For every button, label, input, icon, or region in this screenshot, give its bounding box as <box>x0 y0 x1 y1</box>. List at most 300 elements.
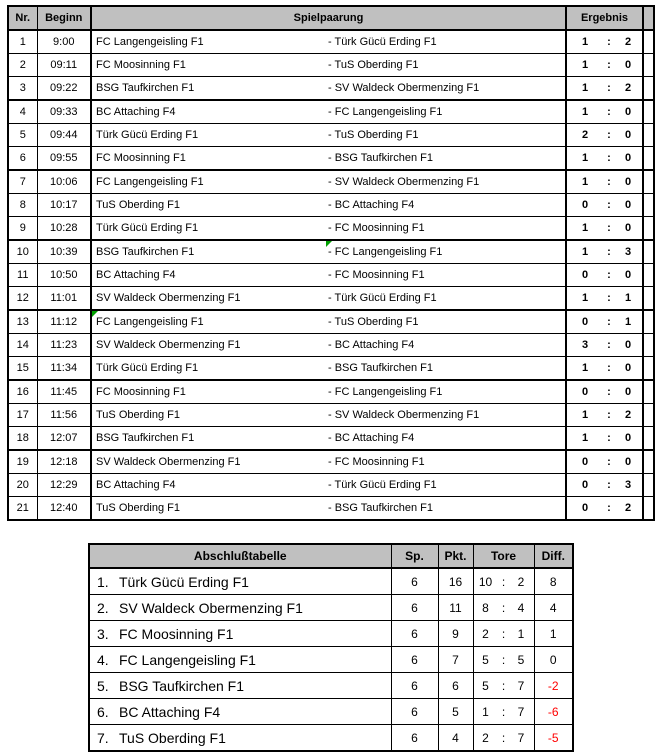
empty-cell[interactable] <box>643 264 654 287</box>
away-score: 1 <box>624 316 632 328</box>
home-team-cell[interactable] <box>91 380 326 404</box>
match-row <box>8 54 654 77</box>
home-team-cell[interactable] <box>91 100 326 124</box>
team-cell[interactable] <box>89 673 391 699</box>
away-team-name: - SV Waldeck Obermenzing F1 <box>328 82 480 94</box>
team-rank: 6. <box>97 703 109 720</box>
result-cell[interactable] <box>566 287 643 311</box>
goals-for: 2 <box>482 730 489 745</box>
points-cell[interactable] <box>438 725 473 752</box>
match-number-cell[interactable] <box>8 334 37 357</box>
goal-difference-cell[interactable] <box>534 595 573 621</box>
goals-against: 7 <box>517 704 525 719</box>
home-team-name: TuS Oberding F1 <box>96 502 180 514</box>
score-separator: : <box>607 36 611 48</box>
match-time-cell[interactable] <box>37 497 91 521</box>
goal-difference: 8 <box>549 574 557 589</box>
match-row <box>8 287 654 311</box>
goals-against: 4 <box>517 600 525 615</box>
goal-difference-cell[interactable] <box>534 725 573 752</box>
home-team-cell[interactable] <box>91 264 326 287</box>
match-row <box>8 380 654 404</box>
score-separator: : <box>607 316 611 328</box>
team-rank: 5. <box>97 677 109 694</box>
home-score: 1 <box>581 362 589 374</box>
home-team-name: Türk Gücü Erding F1 <box>96 362 199 374</box>
team-cell[interactable] <box>89 595 391 621</box>
match-number: 15 <box>16 362 29 374</box>
match-number: 10 <box>16 246 29 258</box>
away-team-cell[interactable] <box>326 30 566 54</box>
match-row <box>8 427 654 451</box>
goals-against: 1 <box>517 626 525 641</box>
goal-difference-cell[interactable] <box>534 621 573 647</box>
result-score <box>567 502 642 514</box>
result-cell[interactable] <box>566 194 643 217</box>
away-score: 0 <box>624 432 632 444</box>
home-team-cell[interactable] <box>91 30 326 54</box>
home-score: 3 <box>581 339 589 351</box>
points-cell[interactable] <box>438 568 473 595</box>
match-time-cell[interactable] <box>37 100 91 124</box>
match-time-cell[interactable] <box>37 474 91 497</box>
score-separator: : <box>607 82 611 94</box>
match-number-cell[interactable] <box>8 427 37 451</box>
away-team-cell[interactable] <box>326 240 566 264</box>
match-number-cell[interactable] <box>8 240 37 264</box>
header-pkt-cell[interactable] <box>438 544 473 568</box>
result-cell[interactable] <box>566 147 643 171</box>
empty-cell[interactable] <box>643 124 654 147</box>
match-number: 20 <box>16 479 29 491</box>
goal-difference: -5 <box>547 730 559 745</box>
standings-table-body <box>89 568 573 751</box>
match-time-cell[interactable] <box>37 30 91 54</box>
home-team-cell[interactable] <box>91 147 326 171</box>
team-cell[interactable] <box>89 621 391 647</box>
match-row <box>8 357 654 381</box>
match-number-cell[interactable] <box>8 310 37 334</box>
match-number: 13 <box>16 316 29 328</box>
match-number-cell[interactable] <box>8 497 37 521</box>
points: 4 <box>452 730 459 745</box>
result-cell[interactable] <box>566 404 643 427</box>
goals-cell[interactable] <box>473 595 534 621</box>
away-team-cell[interactable] <box>326 124 566 147</box>
points: 7 <box>452 652 459 667</box>
home-score: 0 <box>581 386 589 398</box>
away-team-name: - BSG Taufkirchen F1 <box>328 362 433 374</box>
match-row <box>8 217 654 241</box>
result-score <box>567 199 642 211</box>
result-score <box>567 246 642 258</box>
goals-ratio <box>474 679 534 693</box>
away-score: 2 <box>624 409 632 421</box>
match-number-cell[interactable] <box>8 450 37 474</box>
points-cell[interactable] <box>438 647 473 673</box>
points-cell[interactable] <box>438 699 473 725</box>
empty-cell[interactable] <box>643 427 654 451</box>
goals-cell[interactable] <box>473 673 534 699</box>
goals-for: 2 <box>482 626 489 641</box>
result-cell[interactable] <box>566 77 643 101</box>
away-team-cell[interactable] <box>326 264 566 287</box>
score-separator: : <box>607 176 611 188</box>
goals-against: 2 <box>517 574 525 589</box>
result-cell[interactable] <box>566 334 643 357</box>
result-cell[interactable] <box>566 474 643 497</box>
match-number-cell[interactable] <box>8 54 37 77</box>
home-score: 2 <box>581 129 589 141</box>
away-team-cell[interactable] <box>326 287 566 311</box>
home-team-name: FC Moosinning F1 <box>96 386 186 398</box>
match-row <box>8 194 654 217</box>
schedule-table <box>7 5 655 521</box>
home-score: 1 <box>581 246 589 258</box>
match-time-cell[interactable] <box>37 54 91 77</box>
away-team-cell[interactable] <box>326 474 566 497</box>
home-team-cell[interactable] <box>91 310 326 334</box>
away-team-cell[interactable] <box>326 100 566 124</box>
away-team-cell[interactable] <box>326 194 566 217</box>
match-number-cell[interactable] <box>8 380 37 404</box>
empty-cell[interactable] <box>643 77 654 101</box>
games-played: 6 <box>411 600 418 615</box>
header-nr-cell[interactable] <box>8 6 37 30</box>
games-played: 6 <box>411 626 418 641</box>
away-score: 0 <box>624 59 632 71</box>
away-team-name: - FC Langengeisling F1 <box>328 246 443 258</box>
match-time-cell[interactable] <box>37 170 91 194</box>
match-number-cell[interactable] <box>8 30 37 54</box>
games-played: 6 <box>411 678 418 693</box>
score-separator: : <box>607 432 611 444</box>
away-score: 0 <box>624 199 632 211</box>
result-cell[interactable] <box>566 170 643 194</box>
goals-ratio <box>474 575 534 589</box>
standings-title-cell[interactable] <box>89 544 391 568</box>
match-number: 12 <box>16 292 29 304</box>
score-separator: : <box>607 106 611 118</box>
home-score: 1 <box>581 409 589 421</box>
home-score: 1 <box>581 152 589 164</box>
empty-cell[interactable] <box>643 240 654 264</box>
match-row <box>8 497 654 521</box>
empty-cell[interactable] <box>643 497 654 521</box>
match-time: 09:33 <box>49 106 78 118</box>
empty-cell[interactable] <box>643 54 654 77</box>
empty-cell[interactable] <box>643 194 654 217</box>
match-number-cell[interactable] <box>8 124 37 147</box>
away-team-cell[interactable] <box>326 380 566 404</box>
match-time-cell[interactable] <box>37 240 91 264</box>
away-team-name: - Türk Gücü Erding F1 <box>328 292 437 304</box>
empty-cell[interactable] <box>643 170 654 194</box>
match-number-cell[interactable] <box>8 404 37 427</box>
empty-cell[interactable] <box>643 474 654 497</box>
match-number-cell[interactable] <box>8 100 37 124</box>
team-name: BSG Taufkirchen F1 <box>119 677 245 694</box>
goals-cell[interactable] <box>473 647 534 673</box>
goals-ratio <box>474 705 534 719</box>
home-team-cell[interactable] <box>91 450 326 474</box>
result-cell[interactable] <box>566 54 643 77</box>
result-cell[interactable] <box>566 497 643 521</box>
empty-cell[interactable] <box>643 334 654 357</box>
home-team-cell[interactable] <box>91 427 326 451</box>
match-time-cell[interactable] <box>37 77 91 101</box>
away-score: 0 <box>624 222 632 234</box>
home-score: 1 <box>581 432 589 444</box>
match-time-cell[interactable] <box>37 404 91 427</box>
goals-cell[interactable] <box>473 621 534 647</box>
goals-ratio <box>474 731 534 745</box>
result-score <box>567 316 642 328</box>
away-team-name: - TuS Oberding F1 <box>328 59 419 71</box>
result-score <box>567 59 642 71</box>
result-score <box>567 432 642 444</box>
home-team-name: TuS Oberding F1 <box>96 409 180 421</box>
result-cell[interactable] <box>566 124 643 147</box>
team-cell[interactable] <box>89 699 391 725</box>
games-played-cell[interactable] <box>391 595 438 621</box>
away-team-cell[interactable] <box>326 497 566 521</box>
match-time-cell[interactable] <box>37 147 91 171</box>
result-score <box>567 82 642 94</box>
match-time-cell[interactable] <box>37 334 91 357</box>
away-score: 1 <box>624 292 632 304</box>
goals-ratio <box>474 601 534 615</box>
result-cell[interactable] <box>566 217 643 241</box>
points-cell[interactable] <box>438 595 473 621</box>
match-number-cell[interactable] <box>8 147 37 171</box>
result-cell[interactable] <box>566 100 643 124</box>
match-number-cell[interactable] <box>8 217 37 241</box>
goals-separator: : <box>501 652 506 667</box>
away-score: 0 <box>624 339 632 351</box>
empty-cell[interactable] <box>643 147 654 171</box>
match-number-cell[interactable] <box>8 77 37 101</box>
result-cell[interactable] <box>566 380 643 404</box>
points-cell[interactable] <box>438 621 473 647</box>
match-number-cell[interactable] <box>8 357 37 381</box>
result-cell[interactable] <box>566 30 643 54</box>
score-separator: : <box>607 339 611 351</box>
home-team-cell[interactable] <box>91 334 326 357</box>
match-row <box>8 450 654 474</box>
empty-cell[interactable] <box>643 30 654 54</box>
standings-row <box>89 699 573 725</box>
goals-for: 8 <box>482 600 489 615</box>
header-spielpaarung-cell[interactable] <box>91 6 566 30</box>
games-played-cell[interactable] <box>391 673 438 699</box>
points: 5 <box>452 704 459 719</box>
away-team-cell[interactable] <box>326 357 566 381</box>
games-played: 6 <box>411 730 418 745</box>
away-team-cell[interactable] <box>326 404 566 427</box>
goals-for: 1 <box>482 704 489 719</box>
score-separator: : <box>607 386 611 398</box>
match-number: 4 <box>19 106 26 118</box>
home-score: 1 <box>581 82 589 94</box>
empty-cell[interactable] <box>643 404 654 427</box>
goals-cell[interactable] <box>473 725 534 752</box>
match-time: 09:44 <box>49 129 78 141</box>
result-score <box>567 456 642 468</box>
goals-cell[interactable] <box>473 699 534 725</box>
games-played-cell[interactable] <box>391 699 438 725</box>
away-team-name: - FC Langengeisling F1 <box>328 386 443 398</box>
goals-ratio <box>474 627 534 641</box>
match-number: 19 <box>16 456 29 468</box>
match-time-cell[interactable] <box>37 310 91 334</box>
result-score <box>567 339 642 351</box>
header-sp-cell[interactable] <box>391 544 438 568</box>
match-time-cell[interactable] <box>37 264 91 287</box>
home-team-cell[interactable] <box>91 124 326 147</box>
empty-cell[interactable] <box>643 357 654 381</box>
home-team-name: BC Attaching F4 <box>96 106 176 118</box>
away-team-cell[interactable] <box>326 54 566 77</box>
match-number-cell[interactable] <box>8 170 37 194</box>
match-time-cell[interactable] <box>37 450 91 474</box>
match-row <box>8 404 654 427</box>
team-name: FC Moosinning F1 <box>119 625 234 642</box>
away-score: 3 <box>624 479 632 491</box>
empty-cell[interactable] <box>643 100 654 124</box>
score-separator: : <box>607 222 611 234</box>
away-team-cell[interactable] <box>326 310 566 334</box>
away-team-cell[interactable] <box>326 217 566 241</box>
home-team-cell[interactable] <box>91 497 326 521</box>
header-diff-cell[interactable] <box>534 544 573 568</box>
games-played: 6 <box>411 652 418 667</box>
home-team-cell[interactable] <box>91 240 326 264</box>
away-team-name: - FC Moosinning F1 <box>328 222 425 234</box>
team-rank: 7. <box>97 729 109 746</box>
points-cell[interactable] <box>438 673 473 699</box>
match-time-cell[interactable] <box>37 124 91 147</box>
match-number-cell[interactable] <box>8 287 37 311</box>
match-number: 18 <box>16 432 29 444</box>
result-cell[interactable] <box>566 240 643 264</box>
empty-cell[interactable] <box>643 380 654 404</box>
match-number-cell[interactable] <box>8 194 37 217</box>
result-cell[interactable] <box>566 310 643 334</box>
match-number: 17 <box>16 409 29 421</box>
match-number: 5 <box>19 129 26 141</box>
match-number: 11 <box>17 269 29 281</box>
score-separator: : <box>607 479 611 491</box>
home-team-cell[interactable] <box>91 77 326 101</box>
header-beginn-cell[interactable] <box>37 6 91 30</box>
home-team-cell[interactable] <box>91 404 326 427</box>
home-team-cell[interactable] <box>91 170 326 194</box>
home-score: 0 <box>581 199 589 211</box>
result-score <box>567 152 642 164</box>
away-team-cell[interactable] <box>326 147 566 171</box>
match-time: 12:07 <box>49 432 78 444</box>
goals-against: 7 <box>517 730 525 745</box>
home-team-cell[interactable] <box>91 54 326 77</box>
match-time-cell[interactable] <box>37 217 91 241</box>
match-time: 09:55 <box>49 152 78 164</box>
home-team-name: SV Waldeck Obermenzing F1 <box>96 456 241 468</box>
team-cell[interactable] <box>89 568 391 595</box>
goal-difference-cell[interactable] <box>534 699 573 725</box>
header-ergebnis-cell[interactable] <box>566 6 643 30</box>
result-cell[interactable] <box>566 357 643 381</box>
match-time: 11:45 <box>50 386 78 398</box>
match-time-cell[interactable] <box>37 380 91 404</box>
match-row <box>8 334 654 357</box>
team-cell[interactable] <box>89 725 391 752</box>
away-team-name: - FC Moosinning F1 <box>328 456 425 468</box>
header-tore-cell[interactable] <box>473 544 534 568</box>
match-number-cell[interactable] <box>8 264 37 287</box>
header-tore-label: Tore <box>490 549 517 563</box>
games-played-cell[interactable] <box>391 725 438 752</box>
match-row <box>8 474 654 497</box>
header-empty-cell[interactable] <box>643 6 654 30</box>
match-time: 09:22 <box>49 82 78 94</box>
games-played-cell[interactable] <box>391 621 438 647</box>
goal-difference-cell[interactable] <box>534 568 573 595</box>
home-team-cell[interactable] <box>91 357 326 381</box>
result-cell[interactable] <box>566 264 643 287</box>
goals-cell[interactable] <box>473 568 534 595</box>
header-nr-label: Nr. <box>15 12 31 24</box>
match-time-cell[interactable] <box>37 194 91 217</box>
away-team-cell[interactable] <box>326 450 566 474</box>
away-team-cell[interactable] <box>326 77 566 101</box>
match-number: 8 <box>19 199 26 211</box>
empty-cell[interactable] <box>643 217 654 241</box>
match-row <box>8 77 654 101</box>
home-team-cell[interactable] <box>91 474 326 497</box>
home-score: 0 <box>581 316 589 328</box>
match-row <box>8 310 654 334</box>
away-team-cell[interactable] <box>326 170 566 194</box>
home-team-cell[interactable] <box>91 194 326 217</box>
match-time-cell[interactable] <box>37 427 91 451</box>
games-played-cell[interactable] <box>391 568 438 595</box>
empty-cell[interactable] <box>643 450 654 474</box>
goal-difference-cell[interactable] <box>534 647 573 673</box>
score-separator: : <box>607 199 611 211</box>
home-team-cell[interactable] <box>91 217 326 241</box>
home-team-cell[interactable] <box>91 287 326 311</box>
result-cell[interactable] <box>566 427 643 451</box>
home-team-name: SV Waldeck Obermenzing F1 <box>96 339 241 351</box>
games-played-cell[interactable] <box>391 647 438 673</box>
empty-cell[interactable] <box>643 310 654 334</box>
away-team-cell[interactable] <box>326 427 566 451</box>
match-time-cell[interactable] <box>37 287 91 311</box>
match-time-cell[interactable] <box>37 357 91 381</box>
goal-difference-cell[interactable] <box>534 673 573 699</box>
away-team-cell[interactable] <box>326 334 566 357</box>
empty-cell[interactable] <box>643 287 654 311</box>
result-cell[interactable] <box>566 450 643 474</box>
standings-row <box>89 647 573 673</box>
away-score: 2 <box>624 82 632 94</box>
match-time: 11:01 <box>50 292 78 304</box>
match-number-cell[interactable] <box>8 474 37 497</box>
match-number: 1 <box>19 36 26 48</box>
standings-row <box>89 725 573 752</box>
team-cell[interactable] <box>89 647 391 673</box>
